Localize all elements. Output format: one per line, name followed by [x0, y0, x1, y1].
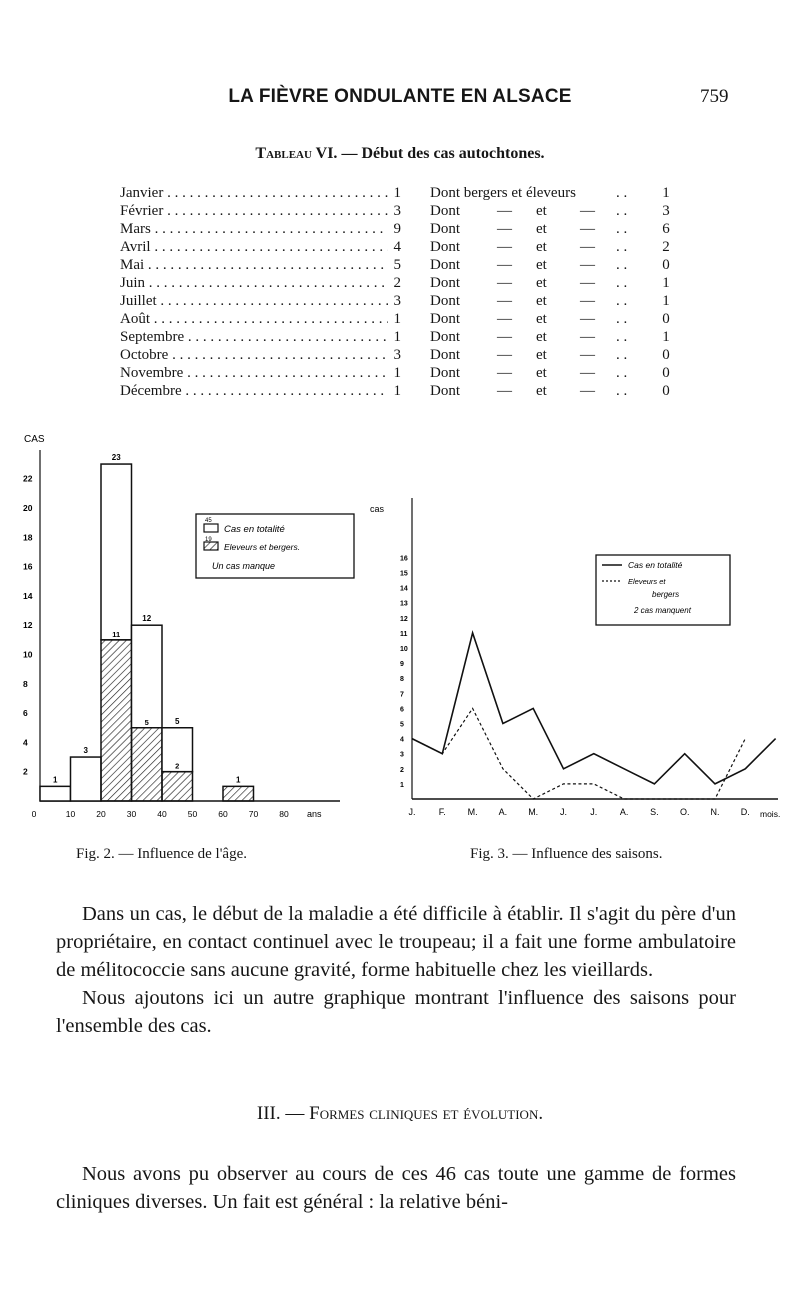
dont-label: Dont [430, 365, 460, 381]
shepherd-count: 0 [662, 347, 670, 363]
legend-total-badge: 45 [205, 518, 212, 524]
age-histogram [20, 428, 360, 838]
legend-shepherds-label-2: bergers [652, 590, 680, 599]
section-title-text: Formes cliniques et évolution. [309, 1103, 544, 1124]
x-tick-label: S. [650, 807, 659, 817]
leader-dots: . . [616, 203, 628, 219]
legend-total-swatch [204, 524, 218, 532]
table-row [120, 292, 690, 310]
ditto-dash: — [580, 221, 595, 237]
legend-shepherds-label-1: Eleveurs et [628, 577, 666, 586]
month-name: Février . . . [120, 202, 390, 220]
legend-shepherds-swatch [204, 542, 218, 550]
y-tick-label: 11 [400, 630, 408, 638]
bar-total-label: 3 [83, 746, 88, 756]
table-row [120, 184, 690, 202]
bar-shepherds [132, 728, 163, 801]
dont-label: Dont [430, 221, 460, 237]
month-count: 4 [388, 238, 401, 256]
et-label: et [536, 365, 547, 381]
y-tick-label: 14 [23, 590, 33, 601]
month-name: Octobre . . . [120, 346, 390, 364]
table-row [120, 202, 690, 220]
leader-dots: . . [616, 365, 628, 381]
month-count: 3 [388, 346, 401, 364]
bar-shepherds-label: 2 [175, 761, 180, 771]
et-label: et [536, 221, 547, 237]
x-tick-label: 80 [279, 809, 289, 819]
y-tick-label: 2 [400, 766, 404, 774]
y-tick-label: 4 [23, 737, 28, 748]
x-tick-label: M. [528, 807, 539, 817]
x-tick-label: J. [559, 807, 568, 817]
y-tick-label: 1 [400, 781, 404, 789]
paragraph-2: Nous ajoutons ici un autre graphique montrant l'influence des saisons pour l'ensemble des cas. [56, 987, 736, 1037]
month-name: Juillet . . . [120, 292, 390, 310]
x-axis-label: ans [307, 809, 322, 819]
et-label: et [536, 347, 547, 363]
x-tick-label: 30 [126, 809, 137, 819]
fig3-caption-label: Fig. 3. — [470, 846, 528, 862]
et-label: et [536, 203, 547, 219]
running-header: LA FIÈVRE ONDULANTE EN ALSACE [228, 86, 572, 107]
ditto-dash: — [497, 311, 512, 327]
legend-note: Un cas manque [212, 561, 276, 571]
table-row [120, 328, 690, 346]
table-row [120, 274, 690, 292]
ditto-dash: — [497, 239, 512, 255]
y-tick-label: 10 [400, 646, 408, 653]
x-tick-label: 20 [96, 809, 106, 819]
y-tick-label: 12 [23, 620, 33, 631]
month-count: 1 [388, 310, 401, 328]
leader-dots: . . [616, 221, 628, 237]
y-tick-label: 4 [400, 736, 404, 744]
table-row [120, 238, 690, 256]
ditto-dash: — [580, 275, 595, 291]
bar-total [40, 786, 71, 801]
ditto-dash: — [497, 293, 512, 309]
bar-total [71, 757, 102, 801]
y-tick-label: 8 [400, 676, 404, 684]
bar-shepherds [223, 786, 254, 801]
et-label: et [536, 275, 547, 291]
ditto-dash: — [580, 239, 595, 255]
y-tick-label: 13 [400, 600, 408, 608]
table-row [120, 310, 690, 328]
leader-dots: . . [616, 185, 628, 201]
y-tick-label: 18 [23, 532, 33, 543]
month-count: 9 [388, 220, 401, 238]
leader-dots: . . [616, 239, 628, 255]
table-row [120, 220, 690, 238]
dont-header-phrase: Dont bergers et éleveurs [430, 185, 576, 201]
legend-total-label: Cas en totalité [628, 560, 683, 570]
legend-note: 2 cas manquent [634, 606, 691, 615]
bar-shepherds [101, 640, 132, 801]
fig2-caption-text: Influence de l'âge. [137, 846, 247, 862]
x-tick-label: 50 [187, 809, 198, 819]
dont-label: Dont [430, 293, 460, 309]
dont-label: Dont [430, 329, 460, 345]
leader-dots: . . [616, 257, 628, 273]
section-number: III. — [256, 1103, 305, 1124]
ditto-dash: — [580, 329, 595, 345]
ditto-dash: — [497, 329, 512, 345]
x-tick-label: N. [710, 807, 720, 817]
month-name: Juin . . . [120, 274, 390, 292]
ditto-dash: — [580, 311, 595, 327]
month-name: Mai . . . [120, 256, 390, 274]
dont-label: Dont [430, 347, 460, 363]
shepherd-count: 1 [662, 275, 670, 291]
ditto-dash: — [497, 383, 512, 399]
ditto-dash: — [580, 347, 595, 363]
y-tick-label: 5 [400, 721, 404, 729]
dont-label: Dont [430, 239, 460, 255]
x-tick-label: F. [438, 807, 446, 817]
ditto-dash: — [580, 293, 595, 309]
x-tick-label: D. [740, 807, 750, 817]
paragraph-3: Nous avons pu observer au cours de ces 46 cas toute une gamme de formes cliniques diverses. Un fait est général : la relative béni- [56, 1163, 736, 1213]
leader-dots: . . [616, 275, 628, 291]
leader-dots: . . [616, 329, 628, 345]
month-table [120, 184, 690, 400]
ditto-dash: — [497, 221, 512, 237]
y-tick-label: 14 [400, 585, 408, 593]
bar-total-label: 12 [142, 614, 152, 624]
y-axis-label: CAS [24, 434, 45, 445]
y-tick-label: 7 [400, 691, 404, 699]
ditto-dash: — [497, 203, 512, 219]
y-tick-label: 16 [23, 561, 33, 572]
month-name: Mars . . . [120, 220, 390, 238]
table-title-text: — Début des cas autochtones. [341, 145, 545, 162]
x-axis-label: mois. [760, 809, 781, 819]
leader-dots: . . [616, 383, 628, 399]
shepherd-count: 1 [662, 185, 670, 201]
ditto-dash: — [580, 203, 595, 219]
x-tick-label: O. [679, 807, 690, 817]
paragraph-1: Dans un cas, le début de la maladie a été difficile à établir. Il s'agit du père d'un propriétaire, en contact continuel avec le troupeau; il a fait une forme ambulatoire de mélitococcie sans aucune gravité, forme habituelle chez les vieillards. [56, 903, 736, 981]
month-count: 1 [388, 364, 401, 382]
y-tick-label: 9 [400, 661, 404, 669]
x-tick-label: 0 [31, 809, 37, 819]
table-title [0, 145, 800, 163]
month-count: 1 [388, 382, 401, 400]
legend-total-label: Cas en totalité [224, 524, 285, 535]
seasons-line-chart [360, 490, 800, 830]
month-name: Août . . . [120, 310, 390, 328]
table-row [120, 256, 690, 274]
line-total [412, 633, 776, 784]
et-label: et [536, 293, 547, 309]
y-tick-label: 22 [23, 473, 33, 484]
x-tick-label: M. [467, 807, 478, 817]
month-count: 3 [388, 202, 401, 220]
dont-label: Dont [430, 203, 460, 219]
x-tick-label: J. [408, 807, 416, 817]
legend-shepherds-label: Eleveurs et bergers. [224, 542, 301, 552]
shepherd-count: 2 [662, 239, 670, 255]
fig3-caption [470, 846, 662, 863]
ditto-dash: — [580, 383, 595, 399]
fig2-caption [76, 846, 247, 863]
shepherd-count: 6 [662, 221, 670, 237]
y-tick-label: 10 [23, 649, 33, 660]
month-count: 1 [388, 184, 401, 202]
y-axis-label: cas [370, 504, 385, 514]
month-name: Septembre . . . [120, 328, 390, 346]
line-shepherds [412, 708, 745, 799]
et-label: et [536, 239, 547, 255]
body-paragraph-3-wrap [56, 1160, 736, 1216]
x-tick-label: J. [590, 807, 598, 817]
ditto-dash: — [497, 347, 512, 363]
leader-dots: . . [616, 311, 628, 327]
y-tick-label: 2 [23, 766, 28, 777]
bar-total-label: 23 [111, 453, 121, 463]
ditto-dash: — [497, 365, 512, 381]
y-tick-label: 6 [23, 708, 28, 719]
body-paragraphs [56, 900, 736, 1040]
et-label: et [536, 329, 547, 345]
y-tick-label: 6 [400, 706, 404, 714]
et-label: et [536, 257, 547, 273]
bar-total [101, 464, 132, 640]
bar-total-label: 5 [175, 716, 180, 726]
table-row [120, 364, 690, 382]
legend-shepherds-badge: 19 [205, 537, 212, 543]
ditto-dash: — [580, 257, 595, 273]
section-heading [0, 1103, 800, 1125]
dont-label: Dont [430, 275, 460, 291]
month-count: 5 [388, 256, 401, 274]
bar-shepherds [162, 772, 193, 801]
shepherd-count: 0 [662, 365, 670, 381]
x-tick-label: 40 [157, 809, 167, 819]
table-row [120, 382, 690, 400]
shepherd-count: 1 [662, 329, 670, 345]
leader-dots: . . [616, 347, 628, 363]
x-tick-label: 70 [248, 809, 259, 819]
month-name: Avril . . . [120, 238, 390, 256]
ditto-dash: — [580, 365, 595, 381]
dont-label: Dont [430, 311, 460, 327]
page-number: 759 [700, 86, 729, 107]
fig2-caption-label: Fig. 2. — [76, 846, 134, 862]
shepherd-count: 1 [662, 293, 670, 309]
shepherd-count: 0 [662, 311, 670, 327]
et-label: et [536, 311, 547, 327]
bar-shepherds-label: 11 [112, 629, 121, 639]
shepherd-count: 0 [662, 257, 670, 273]
month-count: 3 [388, 292, 401, 310]
y-tick-label: 15 [400, 570, 408, 578]
y-tick-label: 3 [400, 751, 404, 759]
month-name: Décembre . . . [120, 382, 390, 400]
bar-total-label: 1 [53, 775, 58, 785]
et-label: et [536, 383, 547, 399]
x-tick-label: 10 [65, 809, 76, 819]
y-tick-label: 16 [400, 555, 408, 563]
ditto-dash: — [497, 257, 512, 273]
month-name: Novembre . . . [120, 364, 390, 382]
ditto-dash: — [497, 275, 512, 291]
leader-dots: . . [616, 293, 628, 309]
x-tick-label: A. [498, 807, 508, 817]
shepherd-count: 0 [662, 383, 670, 399]
dont-label: Dont [430, 383, 460, 399]
x-tick-label: 60 [218, 809, 228, 819]
shepherd-count: 3 [662, 203, 670, 219]
month-name: Janvier . . . [120, 184, 390, 202]
bar-shepherds-label: 5 [144, 717, 149, 727]
table-row [120, 346, 690, 364]
x-tick-label: A. [619, 807, 629, 817]
table-label: Tableau VI. [255, 145, 338, 162]
bar-total [132, 625, 163, 728]
y-tick-label: 12 [400, 615, 408, 623]
fig3-caption-text: Influence des saisons. [531, 846, 663, 862]
dont-label: Dont [430, 257, 460, 273]
y-tick-label: 20 [23, 503, 33, 513]
month-count: 1 [388, 328, 401, 346]
y-tick-label: 8 [23, 678, 28, 689]
bar-total-label: 1 [236, 775, 241, 785]
month-count: 2 [388, 274, 401, 292]
